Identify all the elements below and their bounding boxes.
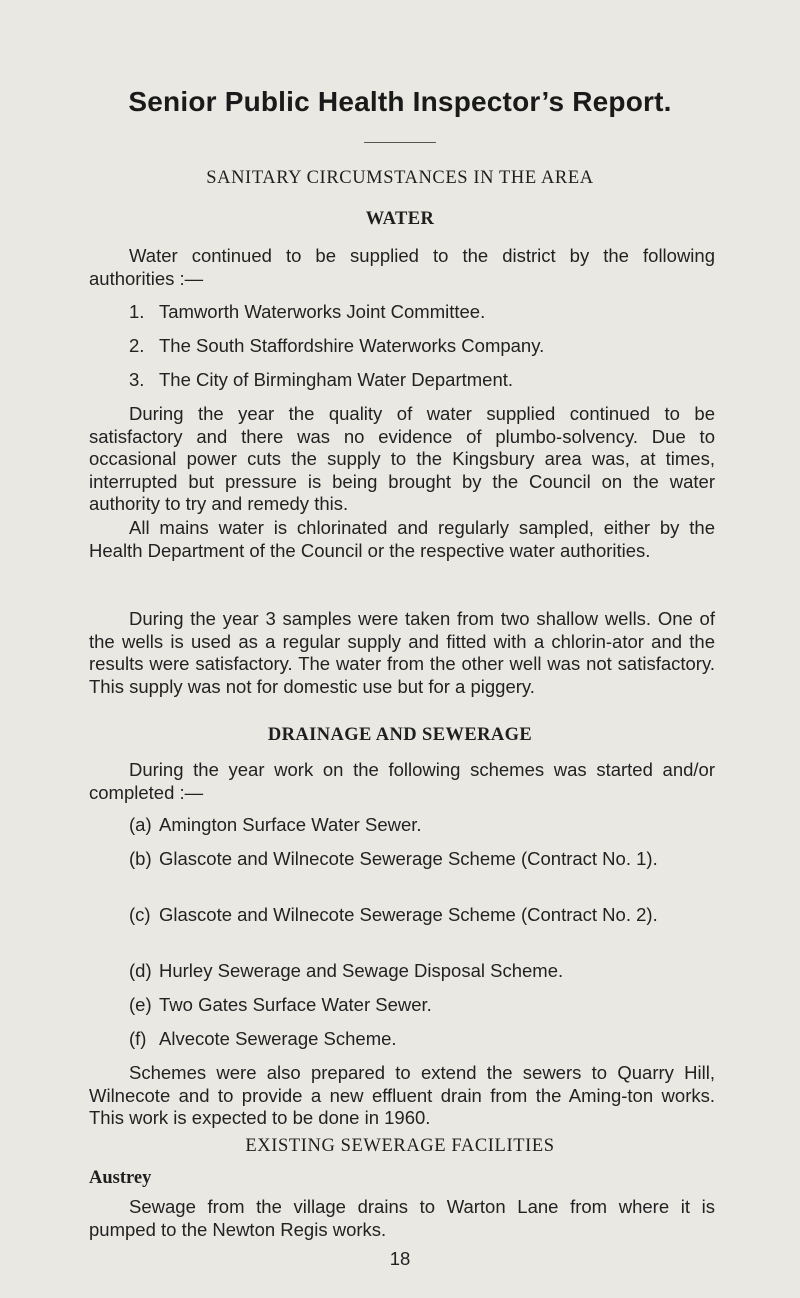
list-letter: (f) <box>129 1028 147 1049</box>
list-letter: (b) <box>129 848 152 869</box>
list-item <box>129 301 715 324</box>
list-item <box>129 904 715 927</box>
water-heading: WATER <box>365 209 435 229</box>
austrey-heading: Austrey <box>89 1168 152 1188</box>
water-quality-paragraph: During the year the quality of water supplied continued to be satisfactory and there was no evidence of plumbo-solvency. Due to occasional power cuts the supply to the Kingsbury area was, at times, interrupted but pressure is being brought by the Council on the water authority to try and remedy this. <box>89 403 715 514</box>
mains-water-paragraph: All mains water is chlorinated and regularly sampled, either by the Health Department of the Council or the respective water authorities. <box>89 517 715 561</box>
list-number: 3. <box>129 369 145 390</box>
list-item <box>129 994 715 1017</box>
list-item <box>129 335 715 358</box>
list-text: Amington Surface Water Sewer. <box>159 814 422 835</box>
list-item <box>129 369 715 392</box>
list-text: The City of Birmingham Water Department. <box>159 369 514 390</box>
page-number: 18 <box>389 1248 411 1269</box>
list-item <box>129 960 715 983</box>
list-item <box>129 1028 715 1051</box>
list-letter: (a) <box>129 814 152 835</box>
report-title: Senior Public Health Inspector’s Report. <box>128 86 672 117</box>
list-text: Glascote and Wilnecote Sewerage Scheme (Contract No. 1). <box>159 848 658 869</box>
list-text: Tamworth Waterworks Joint Committee. <box>159 301 486 322</box>
water-intro: Water continued to be supplied to the district by the following authorities :— <box>89 245 715 289</box>
list-text: The South Staffordshire Waterworks Company. <box>159 335 545 356</box>
list-letter: (c) <box>129 904 151 925</box>
list-number: 1. <box>129 301 145 322</box>
drainage-heading: DRAINAGE AND SEWERAGE <box>267 725 533 745</box>
list-letter: (e) <box>129 994 152 1015</box>
list-number: 2. <box>129 335 145 356</box>
existing-facilities-heading: EXISTING SEWERAGE FACILITIES <box>245 1136 555 1156</box>
future-schemes-paragraph: Schemes were also prepared to extend the sewers to Quarry Hill, Wilnecote and to provide a new effluent drain from the Aming-ton works. This work is expected to be done in 1960. <box>89 1062 715 1128</box>
list-letter: (d) <box>129 960 152 981</box>
drainage-intro: During the year work on the following schemes was started and/or completed :— <box>89 759 715 803</box>
list-text: Alvecote Sewerage Scheme. <box>159 1028 397 1049</box>
title-divider <box>364 142 436 143</box>
list-item <box>129 814 715 837</box>
wells-paragraph: During the year 3 samples were taken from two shallow wells. One of the wells is used as a regular supply and fitted with a chlorin-ator and the results were satisfactory. The water from the other well was not satisfactory. This supply was not for domestic use but for a piggery. <box>89 608 715 697</box>
austrey-paragraph: Sewage from the village drains to Warton Lane from where it is pumped to the Newton Regis works. <box>89 1196 715 1240</box>
list-text: Glascote and Wilnecote Sewerage Scheme (Contract No. 2). <box>159 904 658 925</box>
list-text: Hurley Sewerage and Sewage Disposal Scheme. <box>159 960 564 981</box>
list-item <box>129 848 715 871</box>
list-text: Two Gates Surface Water Sewer. <box>159 994 432 1015</box>
section-heading: SANITARY CIRCUMSTANCES IN THE AREA <box>206 168 594 188</box>
